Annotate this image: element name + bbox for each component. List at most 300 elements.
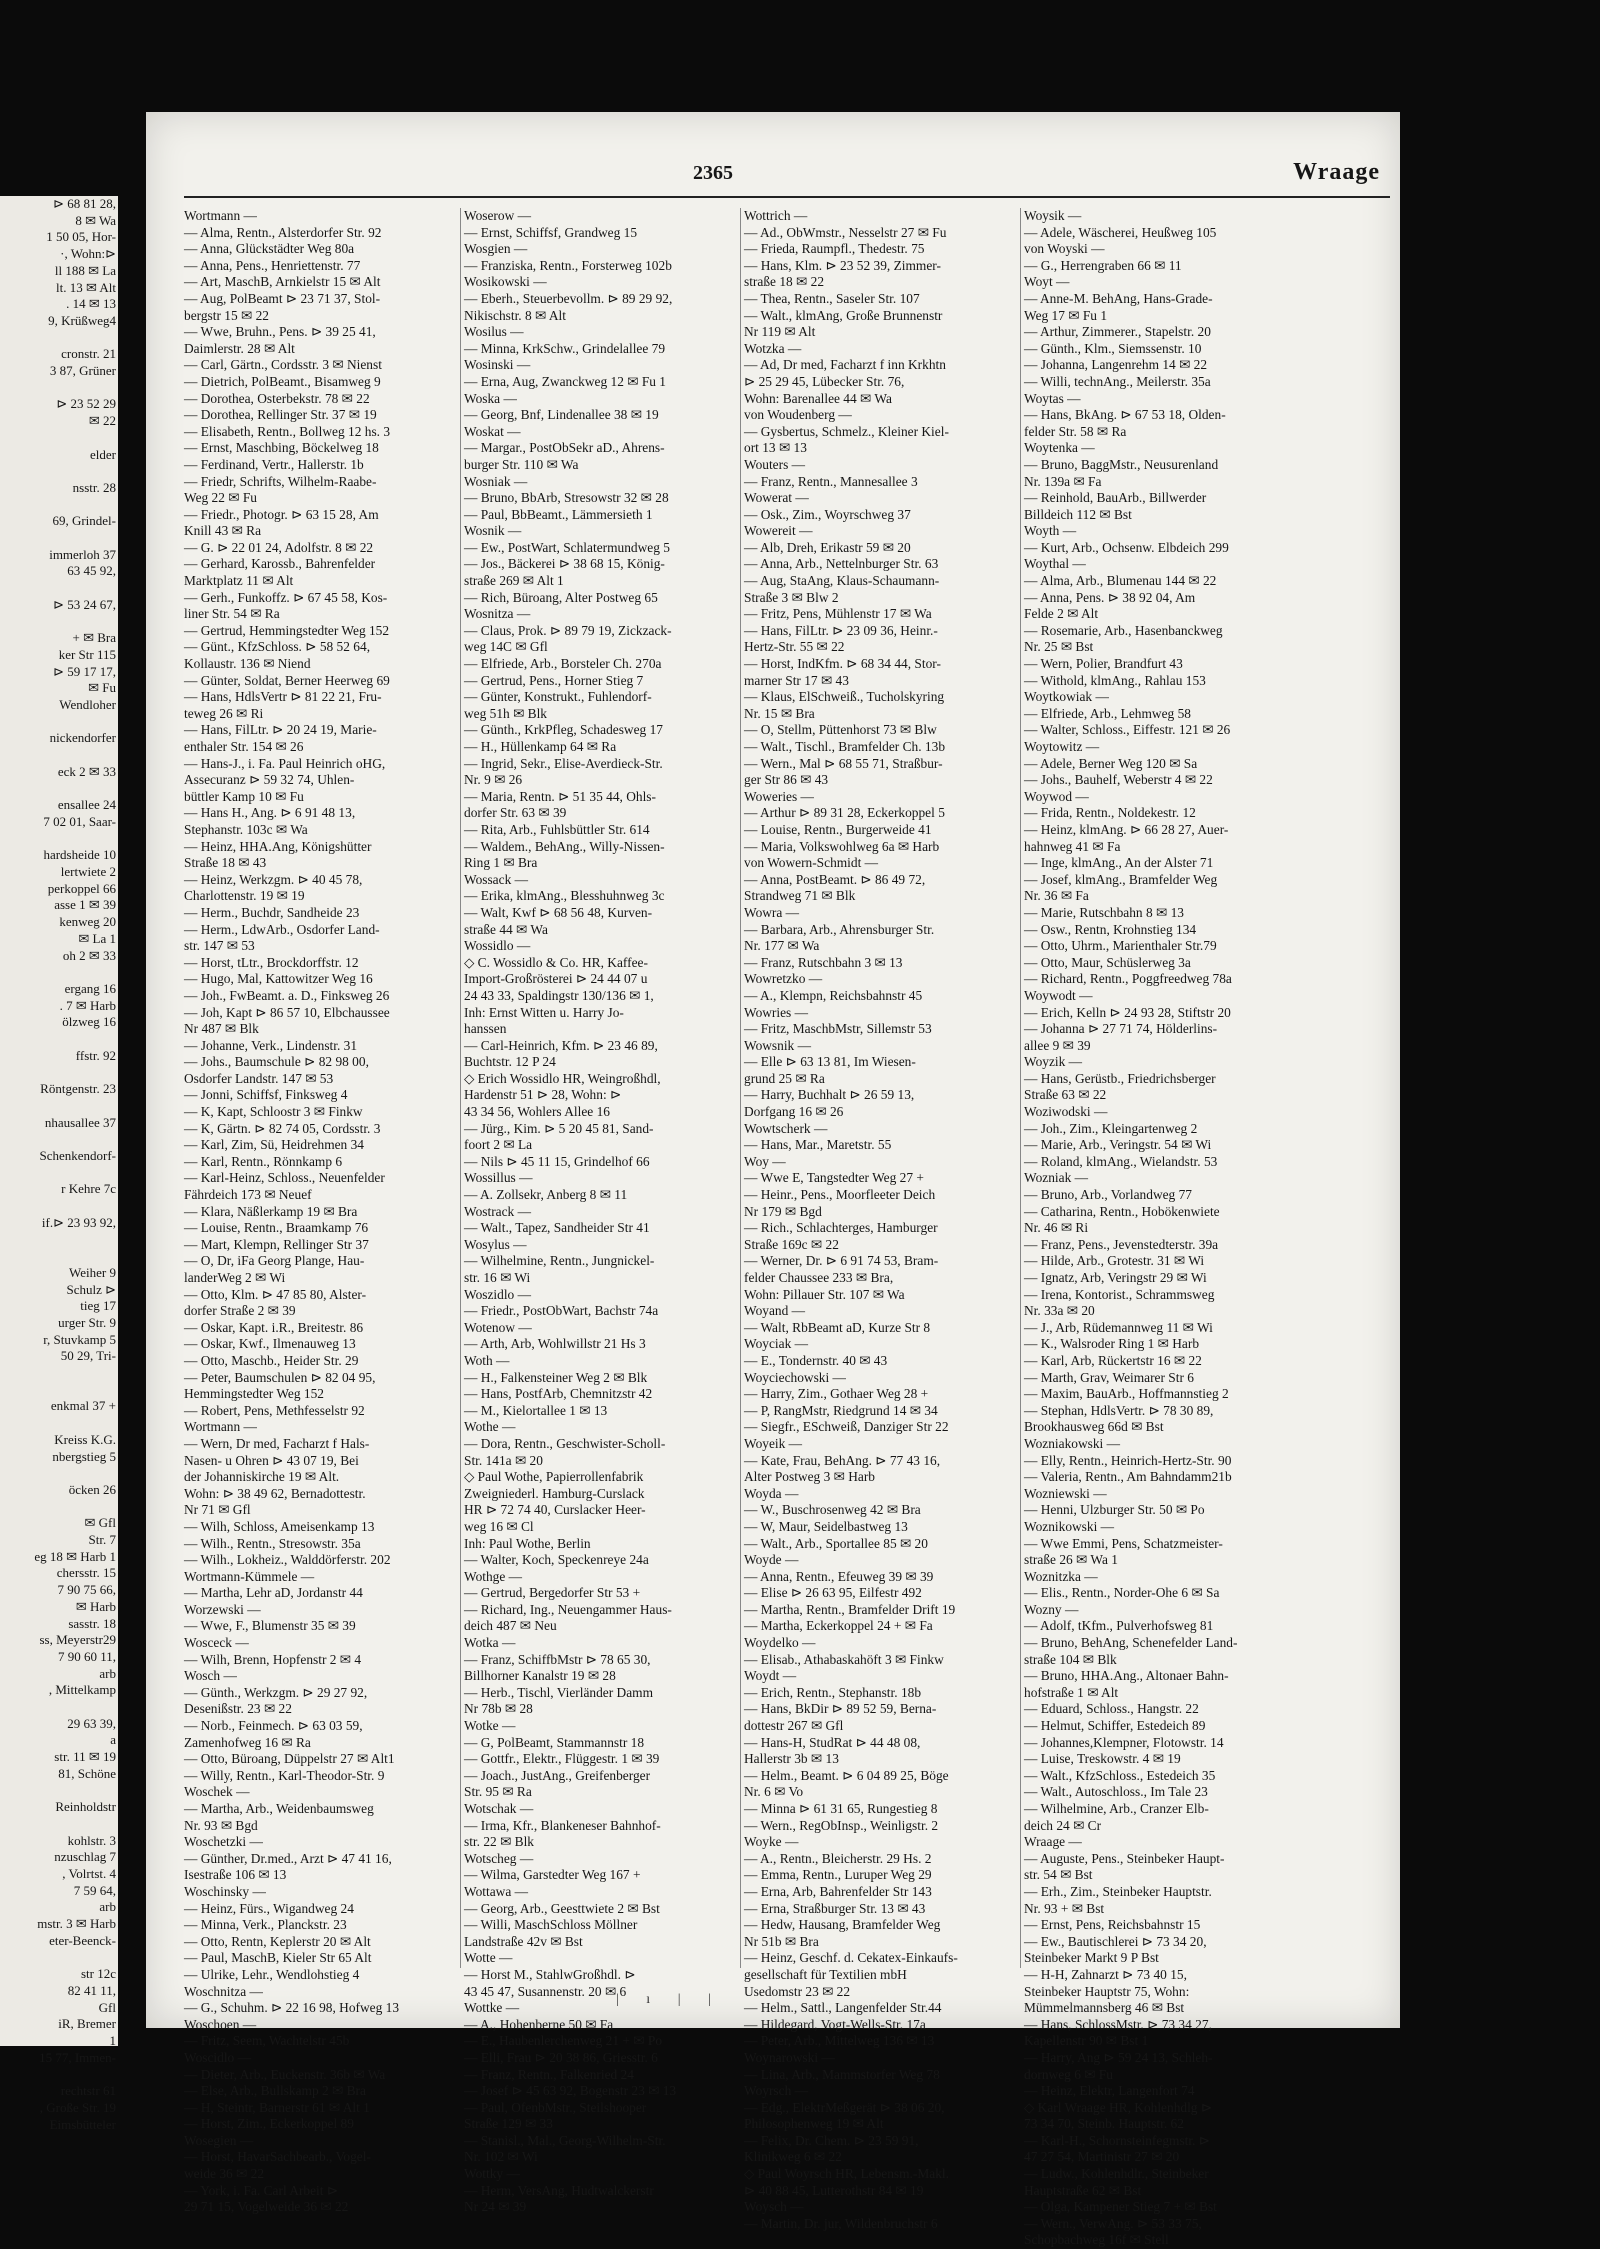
directory-entry-line: — Elise ⊳ 26 63 95, Eilfestr 492 bbox=[744, 1585, 922, 1601]
strip-line: ffstr. 92 bbox=[75, 1047, 116, 1063]
directory-entry-line: — Heinr., Pens., Moorfleeter Deich bbox=[744, 1187, 936, 1203]
directory-entry-line: — Thea, Rentn., Saseler Str. 107 bbox=[744, 290, 920, 306]
directory-entry-line: — Helm., Beamt. ⊳ 6 04 89 25, Böge bbox=[744, 1767, 949, 1783]
directory-entry-line: Wostrack — bbox=[464, 1203, 531, 1219]
directory-entry-line: — Jürg., Kim. ⊳ 5 20 45 81, Sand- bbox=[464, 1120, 654, 1136]
directory-entry-line: — Jonni, Schiffsf, Finksweg 4 bbox=[184, 1087, 348, 1103]
strip-line: Kreiss K.G. bbox=[54, 1431, 116, 1447]
directory-entry-line: dottestr 267 ✉ Gfl bbox=[744, 1718, 844, 1734]
strip-line: öcken 26 bbox=[68, 1481, 116, 1497]
directory-entry-line: Wosniak — bbox=[464, 473, 528, 489]
directory-entry-line: — Horst, HavarSachbearb., Vogel- bbox=[184, 2149, 371, 2165]
directory-entry-line: — Erna, Straßburger Str. 13 ✉ 43 bbox=[744, 1900, 926, 1916]
directory-entry-line: — A., Hohenberne 50 ✉ Fa bbox=[464, 2016, 614, 2032]
directory-entry-line: — Inge, klmAng., An der Alster 71 bbox=[1024, 855, 1214, 871]
directory-entry-line: ◇ Karl Wraage HR, Kohlenhdlg ⊳ bbox=[1024, 2099, 1213, 2115]
directory-entry-line: Wozny — bbox=[1024, 1601, 1079, 1617]
directory-entry-line: — Gottfr., Elektr., Flüggestr. 1 ✉ 39 bbox=[464, 1751, 660, 1767]
directory-entry-line: — Minna, Verk., Planckstr. 23 bbox=[184, 1917, 347, 1933]
directory-entry-line: Nasen- u Ohren ⊳ 43 07 19, Bei bbox=[184, 1452, 359, 1468]
directory-entry-line: — Joh., FwBeamt. a. D., Finksweg 26 bbox=[184, 987, 390, 1003]
directory-entry-line: Straße 63 ✉ 22 bbox=[1024, 1087, 1107, 1103]
column-1 bbox=[184, 208, 469, 2215]
directory-entry-line: — Edg., ElektrMeßgerät ⊳ 38 06 20, bbox=[744, 2099, 945, 2115]
directory-entry-line: — Walt., Tapez, Sandheider Str 41 bbox=[464, 1220, 650, 1236]
directory-entry-line: — Walt., klmAng, Große Brunnenstr bbox=[744, 307, 943, 323]
strip-line: 29 63 39, bbox=[67, 1715, 116, 1731]
directory-entry-line: Inh: Ernst Witten u. Harry Jo- bbox=[464, 1004, 624, 1020]
strip-line: ergang 16 bbox=[64, 980, 116, 996]
directory-entry-line: — Louise, Rentn., Burgerweide 41 bbox=[744, 821, 932, 837]
directory-entry-line: Wosnik — bbox=[464, 523, 522, 539]
directory-entry-line: — Johanna, Langenrehm 14 ✉ 22 bbox=[1024, 357, 1208, 373]
strip-line: ✉ Gfl bbox=[84, 1515, 116, 1531]
strip-line: ker Str 115 bbox=[58, 646, 116, 662]
directory-entry-line: — Ingrid, Sekr., Elise-Averdieck-Str. bbox=[464, 755, 663, 771]
directory-entry-line: Wossack — bbox=[464, 871, 529, 887]
strip-line: ⊳ 68 81 28, bbox=[53, 196, 116, 211]
directory-entry-line: Nr. 177 ✉ Wa bbox=[744, 938, 820, 954]
strip-line: 8 ✉ Wa bbox=[75, 212, 116, 228]
directory-entry-line: — Wern., VerwAng. ⊳ 53 33 75, bbox=[1024, 2215, 1202, 2231]
directory-entry-line: — Hans, Gerüstb., Friedrichsberger bbox=[1024, 1070, 1216, 1086]
directory-entry-line: — Hans, Klm. ⊳ 23 52 39, Zimmer- bbox=[744, 257, 941, 273]
strip-line: perkoppel 66 bbox=[47, 880, 116, 896]
directory-entry-line: — Walt., Tischl., Bramfelder Ch. 13b bbox=[744, 739, 946, 754]
directory-entry-line: hanssen bbox=[464, 1021, 507, 1037]
directory-entry-line: Woskat — bbox=[464, 423, 521, 439]
directory-entry-line: — Horst, Zim., Eckerkoppel 89 bbox=[184, 2116, 354, 2132]
directory-entry-line: — Carl, Gärtn., Cordsstr. 3 ✉ Nienst bbox=[184, 357, 382, 373]
directory-entry-line: — Anna, Pens., Henriettenstr. 77 bbox=[184, 257, 361, 273]
directory-entry-line: Wosnitza — bbox=[464, 606, 531, 622]
strip-line: 7 90 60 11, bbox=[57, 1648, 116, 1664]
directory-entry-line: — Franz, Pens., Jevenstedterstr. 39a bbox=[1024, 1236, 1219, 1252]
directory-entry-line: Woska — bbox=[464, 390, 517, 406]
directory-entry-line: — York, i. Fa. Carl Arbeit ⊳ bbox=[184, 2182, 339, 2198]
strip-line: r, Stuvkamp 5 bbox=[43, 1331, 116, 1347]
directory-entry-line: von Woyski — bbox=[1024, 241, 1105, 257]
directory-entry-line: — Ad., ObWmstr., Nesselstr 27 ✉ Fu bbox=[744, 224, 947, 240]
directory-entry-line: Steinbeker Markt 9 P Bst bbox=[1024, 1950, 1159, 1966]
directory-entry-line: — Auguste, Pens., Steinbeker Haupt- bbox=[1024, 1850, 1225, 1866]
directory-entry-line: — Harry, Zim., Gothaer Weg 28 + bbox=[744, 1386, 929, 1402]
strip-line: ·, Wohn:⊳ bbox=[60, 246, 116, 262]
directory-entry-line: — Marie, Rutschbahn 8 ✉ 13 bbox=[1024, 904, 1184, 920]
directory-entry-line: Wossidlo — bbox=[464, 938, 531, 954]
directory-entry-line: — Paul, BbBeamt., Lämmersieth 1 bbox=[464, 506, 653, 522]
directory-entry-line: Wowries — bbox=[744, 1004, 809, 1020]
directory-entry-line: — A. Zollsekr, Anberg 8 ✉ 11 bbox=[464, 1187, 628, 1203]
directory-entry-line: bergstr 15 ✉ 22 bbox=[184, 307, 269, 323]
strip-line: 9, Krüßweg4 bbox=[48, 312, 116, 328]
directory-entry-line: — Franz, Rentn., Mannesallee 3 bbox=[744, 473, 918, 489]
strip-line: enkmal 37 + bbox=[50, 1398, 116, 1414]
strip-line: lt. 13 ✉ Alt bbox=[55, 279, 116, 295]
directory-entry-line: — Dora, Rentn., Geschwister-Scholl- bbox=[464, 1435, 666, 1451]
directory-entry-line: Woyke — bbox=[744, 1834, 799, 1850]
directory-entry-line: — Wern, Dr med, Facharzt f Hals- bbox=[184, 1435, 370, 1451]
strip-line: 1 50 05, Hor- bbox=[46, 229, 116, 245]
directory-entry-line: Woyrsch — bbox=[744, 2083, 809, 2099]
directory-entry-line: Hallerstr 3b ✉ 13 bbox=[744, 1751, 839, 1767]
directory-entry-line: — Wwe, F., Blumenstr 35 ✉ 39 bbox=[184, 1618, 356, 1634]
directory-entry-line: Wowerat — bbox=[744, 490, 809, 506]
strip-line: + ✉ Bra bbox=[72, 630, 116, 646]
strip-line: 7 59 64, bbox=[73, 1882, 116, 1898]
directory-entry-line: — Hans-J., i. Fa. Paul Heinrich oHG, bbox=[184, 755, 386, 771]
directory-entry-line: Zweigniederl. Hamburg-Curslack bbox=[464, 1485, 645, 1501]
strip-line: lertwiete 2 bbox=[60, 864, 116, 879]
column-divider bbox=[1020, 208, 1021, 1968]
directory-entry-line: — Gertrud, Bergedorfer Str 53 + bbox=[464, 1585, 641, 1601]
strip-line: a bbox=[110, 1732, 116, 1748]
directory-entry-line: Woytkowiak — bbox=[1024, 689, 1109, 705]
directory-entry-line: Wohn: ⊳ 38 49 62, Bernadottestr. bbox=[184, 1485, 366, 1501]
directory-entry-line: — Wwe, Bruhn., Pens. ⊳ 39 25 41, bbox=[184, 324, 376, 340]
directory-entry-line: — Emma, Rentn., Luruper Weg 29 bbox=[744, 1867, 932, 1883]
directory-entry-line: Woyth — bbox=[1024, 523, 1077, 539]
directory-entry-line: enthaler Str. 154 ✉ 26 bbox=[184, 739, 304, 754]
directory-entry-line: — Catharina, Rentn., Hobökenwiete bbox=[1024, 1203, 1220, 1219]
directory-entry-line: Isestraße 106 ✉ 13 bbox=[184, 1867, 287, 1883]
directory-entry-line: Nr. 6 ✉ Vo bbox=[744, 1784, 804, 1800]
strip-line: Wendloher bbox=[59, 697, 116, 712]
directory-entry-line: — Martin, Dr. jur, Wildenbruchstr 6 bbox=[744, 2215, 938, 2231]
directory-entry-line: — Hans, HdlsVertr ⊳ 81 22 21, Fru- bbox=[184, 689, 382, 705]
strip-line: arb bbox=[99, 1665, 116, 1681]
directory-entry-line: Woysik — bbox=[1024, 208, 1082, 223]
directory-entry-line: — Anna, PostBeamt. ⊳ 86 49 72, bbox=[744, 871, 926, 887]
strip-line: iR, Bremer bbox=[58, 2016, 116, 2032]
directory-entry-line: Schopbachweg 16f ✉ Stell bbox=[1024, 2232, 1169, 2248]
column-4 bbox=[1024, 208, 1309, 2248]
directory-entry-line: Wosceck — bbox=[184, 1635, 249, 1651]
directory-entry-line: Klinikweg 6 ✉ 22 bbox=[744, 2149, 842, 2165]
directory-entry-line: Wosinski — bbox=[464, 357, 531, 373]
directory-entry-line: Wowsnik — bbox=[744, 1037, 811, 1053]
directory-entry-line: — Josef, klmAng., Bramfelder Weg bbox=[1024, 871, 1218, 887]
directory-entry-line: — Ew., Bautischlerei ⊳ 73 34 20, bbox=[1024, 1933, 1207, 1949]
directory-entry-line: — Walter, Koch, Speckenreye 24a bbox=[464, 1552, 649, 1568]
directory-entry-line: Wossillus — bbox=[464, 1170, 533, 1186]
directory-entry-line: — Hans H., Ang. ⊳ 6 91 48 13, bbox=[184, 805, 356, 821]
directory-entry-line: Mümmelmannsberg 46 ✉ Bst bbox=[1024, 2000, 1185, 2016]
directory-entry-line: — Ad, Dr med, Facharzt f inn Krkhtn bbox=[744, 357, 946, 373]
directory-entry-line: — Art, MaschB, Arnkielstr 15 ✉ Alt bbox=[184, 274, 381, 290]
directory-entry-line: — O, Stellm, Püttenhorst 73 ✉ Blw bbox=[744, 722, 937, 738]
directory-entry-line: 24 43 33, Spaldingstr 130/136 ✉ 1, bbox=[464, 987, 654, 1003]
directory-entry-line: Wottrich — bbox=[744, 208, 808, 223]
directory-entry-line: ◇ Paul Woyrsch HR, Lebensm.-Makl. bbox=[744, 2166, 949, 2182]
column-divider bbox=[460, 208, 461, 1968]
directory-entry-line: — Hans, PostfArb, Chemnitzstr 42 bbox=[464, 1386, 653, 1402]
directory-entry-line: — Karl, Arb, Rückertstr 16 ✉ 22 bbox=[1024, 1352, 1202, 1368]
directory-entry-line: — Nils ⊳ 45 11 15, Grindelhof 66 bbox=[464, 1153, 650, 1169]
directory-entry-line: von Woudenberg — bbox=[744, 407, 852, 423]
strip-line: ss, Meyerstr29 bbox=[39, 1632, 116, 1648]
strip-line: nbergstieg 5 bbox=[52, 1448, 116, 1464]
directory-entry-line: Nr. 36 ✉ Fa bbox=[1024, 888, 1089, 904]
directory-entry-line: Wotzka — bbox=[744, 340, 802, 356]
directory-entry-line: deich 487 ✉ Neu bbox=[464, 1618, 557, 1634]
directory-entry-line: Woytowitz — bbox=[1024, 739, 1100, 754]
directory-entry-line: — Ulrike, Lehr., Wendlohstieg 4 bbox=[184, 1966, 360, 1982]
directory-entry-line: — Bruno, HHA.Ang., Altonaer Bahn- bbox=[1024, 1668, 1229, 1684]
directory-entry-line: Wotschak — bbox=[464, 1801, 534, 1816]
directory-entry-line: — Herm, VersAng, Hudtwalckerstr bbox=[464, 2182, 654, 2198]
strip-line: sasstr. 18 bbox=[68, 1615, 116, 1631]
directory-entry-line: — Walt., Arb., Sportallee 85 ✉ 20 bbox=[744, 1535, 928, 1551]
directory-entry-line: 47 27 54, Martinistr 27 ✉ 20 bbox=[1024, 2149, 1180, 2165]
strip-line: str. 11 ✉ 19 bbox=[54, 1749, 116, 1765]
strip-line: . 14 ✉ 13 bbox=[66, 296, 116, 312]
directory-entry-line: Woschetzki — bbox=[184, 1834, 263, 1850]
directory-entry-line: Str. 95 ✉ Ra bbox=[464, 1784, 532, 1800]
directory-entry-line: Nr 119 ✉ Alt bbox=[744, 324, 816, 340]
directory-entry-line: — Wwe Emmi, Pens, Schatzmeister- bbox=[1024, 1535, 1223, 1551]
directory-entry-line: Wotke — bbox=[464, 1718, 516, 1734]
directory-entry-line: — Harry, Buchhalt ⊳ 26 59 13, bbox=[744, 1087, 915, 1103]
strip-line: hardsheide 10 bbox=[43, 847, 116, 863]
directory-entry-line: Woysch — bbox=[744, 2199, 804, 2215]
directory-entry-line: — Klaus, ElSchweiß., Tucholskyring bbox=[744, 689, 945, 705]
directory-entry-line: burger Str. 110 ✉ Wa bbox=[464, 456, 579, 472]
directory-entry-line: Hertz-Str. 55 ✉ 22 bbox=[744, 639, 845, 655]
directory-entry-line: — Anne-M. BehAng, Hans-Grade- bbox=[1024, 290, 1213, 306]
directory-entry-line: Knill 43 ✉ Ra bbox=[184, 523, 262, 539]
directory-entry-line: Wothe — bbox=[464, 1419, 516, 1435]
directory-entry-line: Wotenow — bbox=[464, 1319, 532, 1335]
directory-entry-line: — Siegfr., ESchweiß, Danziger Str 22 bbox=[744, 1419, 949, 1435]
directory-entry-line: — Gertrud, Hemmingstedter Weg 152 bbox=[184, 622, 390, 638]
directory-entry-line: liner Str. 54 ✉ Ra bbox=[184, 606, 280, 622]
directory-entry-line: — Ew., PostWart, Schlatermundweg 5 bbox=[464, 539, 670, 555]
directory-entry-line: — Maria, Rentn. ⊳ 51 35 44, Ohls- bbox=[464, 788, 656, 804]
strip-line: oh 2 ✉ 33 bbox=[62, 947, 116, 963]
directory-entry-line: — Johs., Bauhelf, Weberstr 4 ✉ 22 bbox=[1024, 772, 1213, 788]
directory-entry-line: — Heinz, HHA.Ang, Königshütter bbox=[184, 838, 372, 854]
directory-entry-line: Wotscheg — bbox=[464, 1850, 534, 1866]
strip-line: eter-Beenck- bbox=[49, 1932, 116, 1948]
directory-entry-line: Wottky — bbox=[464, 2166, 520, 2182]
directory-entry-line: ort 13 ✉ 13 bbox=[744, 440, 807, 456]
directory-entry-line: — Dieter, Arb., Euckenstr. 36b ✉ Wa bbox=[184, 2066, 386, 2082]
directory-entry-line: Woydelko — bbox=[744, 1635, 816, 1651]
directory-entry-line: — Barbara, Arb., Ahrensburger Str. bbox=[744, 921, 935, 937]
directory-entry-line: — Ignatz, Arb, Veringstr 29 ✉ Wi bbox=[1024, 1270, 1207, 1285]
directory-entry-line: — Elisab., Athabaskahöft 3 ✉ Finkw bbox=[744, 1651, 944, 1667]
directory-entry-line: — Erich, Rentn., Stephanstr. 18b bbox=[744, 1684, 922, 1700]
directory-entry-line: straße 104 ✉ Blk bbox=[1024, 1651, 1117, 1667]
directory-entry-line: — Günter, Soldat, Berner Heerweg 69 bbox=[184, 672, 390, 688]
directory-entry-line: — Heinz, klmAng. ⊳ 66 28 27, Auer- bbox=[1024, 821, 1229, 837]
directory-entry-line: — Gysbertus, Schmelz., Kleiner Kiel- bbox=[744, 423, 949, 439]
directory-entry-line: Stephanstr. 103c ✉ Wa bbox=[184, 821, 308, 837]
directory-entry-line: 73 34 70, Steinb. Hauptstr. 62 bbox=[1024, 2116, 1184, 2132]
directory-entry-line: Zamenhofweg 16 ✉ Ra bbox=[184, 1734, 311, 1750]
directory-entry-line: Str. 141a ✉ 20 bbox=[464, 1452, 543, 1468]
directory-entry-line: Wohn: Pillauer Str. 107 ✉ Wa bbox=[744, 1286, 905, 1302]
directory-entry-line: — Joach., JustAng., Greifenberger bbox=[464, 1767, 651, 1783]
directory-entry-line: — Otto, Uhrm., Marienthaler Str.79 bbox=[1024, 938, 1217, 954]
directory-entry-line: teweg 26 ✉ Ri bbox=[184, 705, 264, 721]
adjacent-page-strip bbox=[0, 196, 118, 2132]
column-2 bbox=[464, 208, 749, 2215]
directory-entry-line: — Wilh., Rentn., Stresowstr. 35a bbox=[184, 1535, 361, 1551]
directory-entry-line: — Arthur, Zimmerer., Stapelstr. 20 bbox=[1024, 324, 1211, 340]
strip-line: Reinholdstr bbox=[55, 1799, 116, 1815]
directory-entry-line: — Joh., Zim., Kleingartenweg 2 bbox=[1024, 1120, 1198, 1136]
directory-entry-line: Nr 487 ✉ Blk bbox=[184, 1021, 259, 1037]
directory-entry-line: Woscidlo — bbox=[184, 2049, 251, 2065]
directory-entry-line: hahnweg 41 ✉ Fa bbox=[1024, 838, 1121, 854]
directory-entry-line: Woyda — bbox=[744, 1485, 799, 1501]
directory-entry-line: — Rita, Arb., Fuhlsbüttler Str. 614 bbox=[464, 821, 650, 837]
directory-entry-line: — Erna, Arb, Bahrenfelder Str 143 bbox=[744, 1883, 932, 1899]
directory-entry-line: Worzewski — bbox=[184, 1601, 261, 1617]
directory-entry-line: — Wilhelmine, Rentn., Jungnickel- bbox=[464, 1253, 655, 1269]
directory-entry-line: Wozniewski — bbox=[1024, 1485, 1107, 1501]
strip-line: Weiher 9 bbox=[69, 1264, 116, 1280]
directory-entry-line: — Aug, PolBeamt ⊳ 23 71 37, Stol- bbox=[184, 290, 381, 306]
directory-entry-line: Wosch — bbox=[184, 1668, 237, 1684]
directory-entry-line: gesellschaft für Textilien mbH bbox=[744, 1966, 907, 1982]
directory-entry-line: — Walt, Kwf ⊳ 68 56 48, Kurven- bbox=[464, 904, 653, 920]
directory-entry-line: — Elis., Rentn., Norder-Ohe 6 ✉ Sa bbox=[1024, 1585, 1220, 1601]
directory-entry-line: — Luise, Treskowstr. 4 ✉ 19 bbox=[1024, 1751, 1181, 1767]
directory-entry-line: — H, Steintr, Barnerstr 61 ✉ Alt 1 bbox=[184, 2099, 370, 2115]
directory-entry-line: — Otto, Maschb., Heider Str. 29 bbox=[184, 1352, 359, 1368]
directory-entry-line: ger Str 86 ✉ 43 bbox=[744, 772, 829, 788]
strip-line: 50 29, Tri- bbox=[60, 1348, 116, 1364]
directory-entry-line: weg 14C ✉ Gfl bbox=[464, 639, 548, 655]
directory-entry-line: Nr 51b ✉ Bra bbox=[744, 1933, 819, 1949]
directory-entry-line: — H., Hüllenkamp 64 ✉ Ra bbox=[464, 739, 617, 754]
directory-entry-line: — P, RangMstr, Riedgrund 14 ✉ 34 bbox=[744, 1402, 938, 1418]
directory-entry-line: — Elisabeth, Rentn., Bollweg 12 hs. 3 bbox=[184, 423, 391, 439]
directory-entry-line: — M., Kielortallee 1 ✉ 13 bbox=[464, 1402, 608, 1418]
strip-line: Röntgenstr. 23 bbox=[40, 1081, 116, 1097]
directory-entry-line: Wowtscherk — bbox=[744, 1120, 828, 1136]
directory-entry-line: Woyciechowski — bbox=[744, 1369, 846, 1385]
directory-entry-line: Daimlerstr. 28 ✉ Alt bbox=[184, 340, 295, 356]
directory-entry-line: Wozniakowski — bbox=[1024, 1435, 1120, 1451]
directory-entry-line: str. 54 ✉ Bst bbox=[1024, 1867, 1093, 1883]
directory-entry-line: — Walt., KfzSchloss., Estedeich 35 bbox=[1024, 1767, 1216, 1783]
directory-entry-line: — G, PolBeamt, Stammannstr 18 bbox=[464, 1734, 645, 1750]
columns-container bbox=[184, 208, 1382, 2248]
directory-entry-line: Nr. 25 ✉ Bst bbox=[1024, 639, 1094, 655]
directory-entry-line: — Paul, OfenbMstr., Steilshooper bbox=[464, 2099, 647, 2115]
directory-entry-line: — Klara, Näßlerkamp 19 ✉ Bra bbox=[184, 1203, 358, 1219]
directory-entry-line: landerWeg 2 ✉ Wi bbox=[184, 1270, 286, 1285]
directory-entry-line: — Norb., Feinmech. ⊳ 63 03 59, bbox=[184, 1718, 363, 1734]
strip-line: ölzweg 16 bbox=[62, 1014, 116, 1030]
directory-entry-line: Alter Postweg 3 ✉ Harb bbox=[744, 1469, 875, 1485]
directory-entry-line: — Hildegard, Vogt-Wells-Str. 17a bbox=[744, 2016, 926, 2032]
directory-entry-line: — Arthur ⊳ 89 31 28, Eckerkoppel 5 bbox=[744, 805, 945, 821]
directory-entry-line: Nr. 139a ✉ Fa bbox=[1024, 473, 1102, 489]
directory-entry-line: büttler Kamp 10 ✉ Fu bbox=[184, 788, 304, 804]
directory-entry-line: — Else, Arb., Bullskamp 2 ✉ Bra bbox=[184, 2083, 366, 2099]
strip-line: nzuschlag 7 bbox=[54, 1849, 116, 1865]
directory-entry-line: Woy — bbox=[744, 1153, 786, 1169]
strip-line: kohlstr. 3 bbox=[67, 1832, 116, 1848]
directory-entry-line: — Hans, BkAng. ⊳ 67 53 18, Olden- bbox=[1024, 407, 1226, 423]
directory-entry-line: — Marth, Grav, Weimarer Str 6 bbox=[1024, 1369, 1194, 1385]
directory-entry-line: — Eberh., Steuerbevollm. ⊳ 89 29 92, bbox=[464, 290, 673, 306]
directory-entry-line: Inh: Paul Wothe, Berlin bbox=[464, 1535, 591, 1551]
directory-entry-line: — Willi, MaschSchloss Möllner bbox=[464, 1917, 638, 1933]
directory-entry-line: Nr. 102 ✉ Wi bbox=[464, 2149, 538, 2165]
directory-entry-line: — Ernst, Schiffsf, Grandweg 15 bbox=[464, 224, 638, 240]
directory-entry-line: — Hans, BkDir ⊳ 89 52 59, Berna- bbox=[744, 1701, 937, 1717]
directory-entry-line: Woschoen — bbox=[184, 2016, 257, 2032]
directory-entry-line: Nr. 93 + ✉ Bst bbox=[1024, 1900, 1105, 1916]
directory-entry-line: — Martha, Eckerkoppel 24 + ✉ Fa bbox=[744, 1618, 933, 1634]
directory-entry-line: 43 34 56, Wohlers Allee 16 bbox=[464, 1104, 610, 1120]
directory-entry-line: — Peter, Baumschulen ⊳ 82 04 95, bbox=[184, 1369, 376, 1385]
directory-entry-line: — Alma, Rentn., Alsterdorfer Str. 92 bbox=[184, 224, 382, 240]
strip-line: nickendorfer bbox=[49, 730, 116, 746]
directory-entry-line: Woyciak — bbox=[744, 1336, 808, 1352]
directory-entry-line: — Erna, Aug, Zwanckweg 12 ✉ Fu 1 bbox=[464, 373, 667, 389]
directory-entry-line: Woythal — bbox=[1024, 556, 1086, 572]
directory-entry-line: Marktplatz 11 ✉ Alt bbox=[184, 573, 294, 589]
strip-line: chersstr. 15 bbox=[56, 1565, 116, 1581]
directory-entry-line: — K, Gärtn. ⊳ 82 74 05, Cordsstr. 3 bbox=[184, 1120, 381, 1136]
directory-entry-line: — Otto, Rentn, Keplerstr 20 ✉ Alt bbox=[184, 1933, 371, 1949]
directory-entry-line: — Adele, Berner Weg 120 ✉ Sa bbox=[1024, 755, 1198, 771]
directory-entry-line: Wotte — bbox=[464, 1950, 513, 1966]
directory-entry-line: dorfer Str. 63 ✉ 39 bbox=[464, 805, 567, 821]
directory-entry-line: — Gerh., Funkoffz. ⊳ 67 45 58, Kos- bbox=[184, 589, 388, 605]
directory-entry-line: Wosylus — bbox=[464, 1236, 527, 1252]
directory-entry-line: Hemmingstedter Weg 152 bbox=[184, 1386, 324, 1402]
directory-entry-line: Wozniak — bbox=[1024, 1170, 1088, 1186]
directory-entry-line: — Alma, Arb., Blumenau 144 ✉ 22 bbox=[1024, 573, 1217, 589]
directory-entry-line: — Paul, MaschB, Kieler Str 65 Alt bbox=[184, 1950, 372, 1966]
strip-line: ll 188 ✉ La bbox=[54, 262, 116, 278]
directory-entry-line: — Franziska, Rentn., Forsterweg 102b bbox=[464, 257, 672, 273]
directory-entry-line: — Peter, Arb., Mittelweg 136 ✉ 13 bbox=[744, 2033, 935, 2049]
directory-entry-line: — Margar., PostObSekr aD., Ahrens- bbox=[464, 440, 665, 456]
directory-entry-line: — Horst M., StahlwGroßhdl. ⊳ bbox=[464, 1966, 636, 1982]
directory-entry-line: — G. ⊳ 22 01 24, Adolfstr. 8 ✉ 22 bbox=[184, 539, 374, 555]
directory-entry-line: — K, Kapt, Schloostr 3 ✉ Finkw bbox=[184, 1104, 363, 1120]
directory-entry-line: felder Chaussee 233 ✉ Bra, bbox=[744, 1270, 894, 1285]
running-header-word: Wraage bbox=[1293, 159, 1380, 185]
directory-entry-line: Landstraße 42v ✉ Bst bbox=[464, 1933, 583, 1949]
directory-entry-line: — Rosemarie, Arb., Hasenbanckweg bbox=[1024, 622, 1223, 638]
directory-entry-line: — Willi, technAng., Meilerstr. 35a bbox=[1024, 373, 1211, 389]
directory-entry-line: Wotka — bbox=[464, 1635, 516, 1651]
directory-entry-line: — Herb., Tischl, Vierländer Damm bbox=[464, 1684, 653, 1700]
directory-entry-line: — Horst, IndKfm. ⊳ 68 34 44, Stor- bbox=[744, 656, 941, 672]
directory-entry-line: — Johanne, Verk., Lindenstr. 31 bbox=[184, 1037, 358, 1053]
directory-entry-line: — Felix, Dr. Chem. ⊳ 23 59 91, bbox=[744, 2132, 919, 2148]
directory-entry-line: — Wilh., Lokheiz., Walddörferstr. 202 bbox=[184, 1552, 391, 1568]
directory-entry-line: — Walt, RbBeamt aD, Kurze Str 8 bbox=[744, 1319, 931, 1335]
strip-line: urger Str. 9 bbox=[58, 1314, 116, 1330]
directory-entry-line: Hauptstraße 62 ✉ Bst bbox=[1024, 2182, 1142, 2198]
strip-line: cronstr. 21 bbox=[61, 346, 116, 362]
strip-line: rechtstr 61 bbox=[60, 2083, 116, 2099]
directory-entry-line: ⊳ 40 88 45, Lutterothstr 84 ✉ 19 bbox=[744, 2182, 924, 2198]
directory-entry-line: Wowereit — bbox=[744, 523, 813, 539]
directory-entry-line: Wortmann-Kümmele — bbox=[184, 1568, 315, 1584]
